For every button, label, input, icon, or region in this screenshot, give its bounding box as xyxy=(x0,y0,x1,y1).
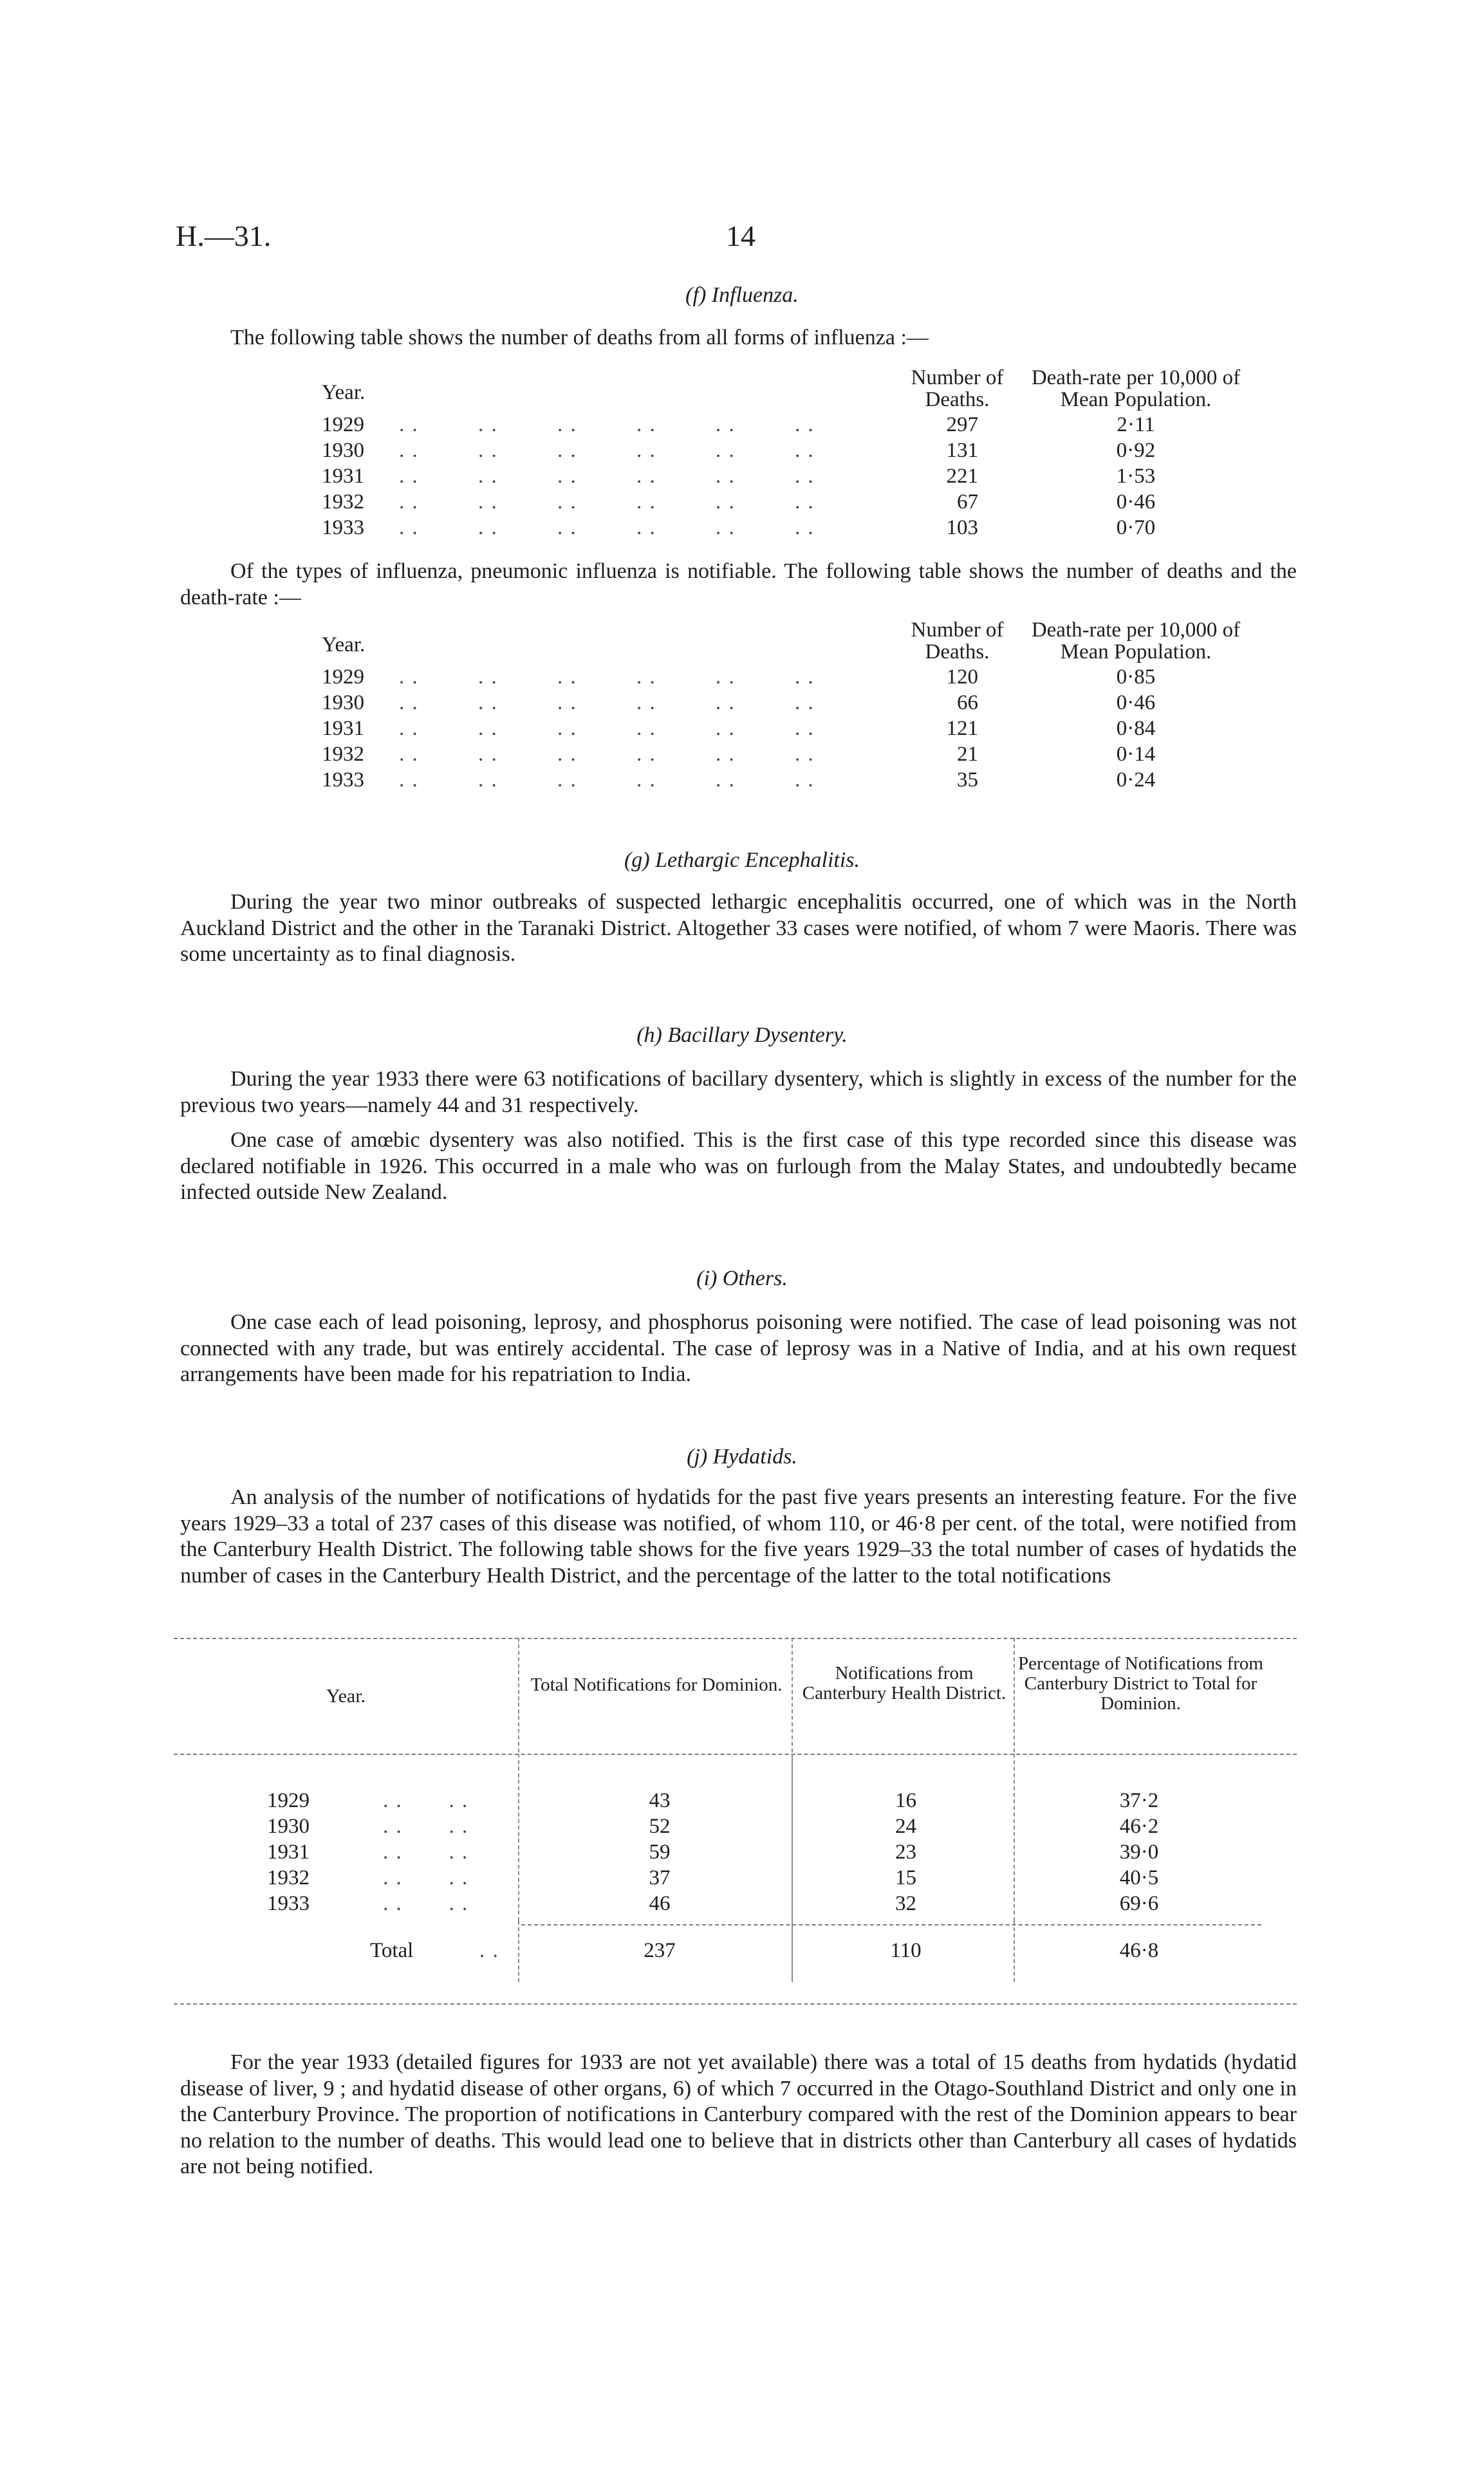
row-canterbury: 32 xyxy=(895,1892,916,1915)
table-row xyxy=(174,1789,1297,1815)
leader-dots: . . . . xyxy=(383,1789,469,1812)
table-row xyxy=(174,1841,1297,1866)
row-year: 1932 xyxy=(267,1866,310,1889)
row-deaths: 66 xyxy=(957,691,978,714)
row-year: 1930 xyxy=(322,439,364,462)
row-percentage: 69·6 xyxy=(1119,1892,1159,1915)
leader-dots: . . . . xyxy=(383,1815,469,1838)
table-header-canterbury: Notifications from Canterbury Health District. xyxy=(802,1663,1006,1703)
page-header xyxy=(176,219,1302,264)
total-dominion: 237 xyxy=(644,1939,676,1962)
row-rate: 2·11 xyxy=(1117,413,1155,436)
row-year: 1932 xyxy=(322,743,364,766)
row-year: 1930 xyxy=(322,691,364,714)
table-rule-header xyxy=(174,1754,1297,1755)
row-total: 37 xyxy=(649,1866,671,1889)
row-deaths: 120 xyxy=(946,665,978,689)
leader-dots: . . . . . . . . . . . . xyxy=(399,743,815,766)
row-year: 1929 xyxy=(267,1789,310,1812)
column-rule xyxy=(1014,1638,1015,1752)
row-year: 1933 xyxy=(322,516,364,539)
row-year: 1929 xyxy=(322,665,364,689)
row-total: 46 xyxy=(649,1892,671,1915)
row-year: 1932 xyxy=(322,490,364,514)
row-total: 43 xyxy=(649,1789,671,1812)
table-row xyxy=(0,490,1484,516)
table-row xyxy=(0,665,1484,691)
row-rate: 0·92 xyxy=(1116,439,1156,462)
document-reference: H.—31. xyxy=(176,219,272,252)
page-number: 14 xyxy=(726,219,756,252)
row-deaths: 67 xyxy=(957,490,978,514)
amoebic-dysentery-text: One case of amœbic dysentery was also notified. This is the first case of this type recorded since this disease was declared notifiable in 1926. This occurred in a male who was on furlough from the Malay States, and undoubtedly became infected outside New Zealand. xyxy=(180,1128,1297,1204)
row-rate: 0·46 xyxy=(1116,490,1156,514)
row-rate: 0·14 xyxy=(1116,743,1156,766)
column-rule xyxy=(792,1638,793,1752)
leader-dots: . . . . . . . . . . . . xyxy=(399,413,815,436)
row-rate: 0·85 xyxy=(1116,665,1156,689)
row-rate: 1·53 xyxy=(1116,465,1156,488)
table-row xyxy=(174,1866,1297,1892)
row-year: 1930 xyxy=(267,1815,310,1838)
influenza-intro: The following table shows the number of deaths from all forms of influenza :— xyxy=(230,326,929,349)
leader-dots: . . . . xyxy=(383,1866,469,1889)
table-total-row xyxy=(174,1939,1297,1965)
pneumonic-influenza-text: Of the types of influenza, pneumonic influenza is notifiable. The following table shows the number of deaths and the death-rate :— xyxy=(180,559,1297,609)
row-rate: 0·70 xyxy=(1116,516,1156,539)
leader-dots: . . . . xyxy=(383,1892,469,1915)
leader-dots: . . . . . . . . . . . . xyxy=(399,465,815,488)
table-row xyxy=(0,691,1484,717)
table-row xyxy=(0,717,1484,743)
table-row xyxy=(174,1815,1297,1841)
table-rule-total xyxy=(521,1924,1261,1925)
row-deaths: 35 xyxy=(957,768,978,792)
leader-dots: . . . . . . . . . . . . xyxy=(399,439,815,462)
others-text: One case each of lead poisoning, leprosy, and phosphorus poisoning were notified. The case of lead poisoning was not connected with any trade, but was entirely accidental. The case of leprosy was in a Native of India, and at his own request arrangements have been made for his repatriation to India. xyxy=(180,1310,1297,1386)
row-year: 1933 xyxy=(267,1892,310,1915)
hydatids-text: An analysis of the number of notifications of hydatids for the past five years presents an interesting feature. For the five years 1929–33 a total of 237 cases of this disease was notified, of whom 110, or 46·8 per cent. of the total, were notified from the Canterbury Health District. The following table shows for the five years 1929–33 the total number of cases of hydatids the number of cases in the Canterbury Health District, and the percentage of the latter to the total notifications xyxy=(180,1485,1297,1588)
row-deaths: 121 xyxy=(946,717,978,740)
row-total: 59 xyxy=(649,1841,671,1864)
row-canterbury: 16 xyxy=(895,1789,916,1812)
row-deaths: 297 xyxy=(946,413,978,436)
leader-dots: . . . . . . . . . . . . xyxy=(399,691,815,714)
row-canterbury: 23 xyxy=(895,1841,916,1864)
leader-dots: . . . . . . . . . . . . xyxy=(399,516,815,539)
table-header-rate: Death-rate per 10,000 of Mean Population. xyxy=(1031,366,1241,411)
others-heading: (i) Others. xyxy=(696,1266,788,1290)
table-header-year: Year. xyxy=(326,1685,366,1707)
table-rule-top xyxy=(174,1638,1297,1639)
bacillary-dysentery-text: During the year 1933 there were 63 notifications of bacillary dysentery, which is slightly in excess of the number for the previous two years—namely 44 and 31 respectively. xyxy=(180,1067,1297,1117)
leader-dots: . . . . . . . . . . . . xyxy=(399,490,815,514)
leader-dots: . . xyxy=(479,1939,499,1962)
leader-dots: . . . . . . . . . . . . xyxy=(399,717,815,740)
row-year: 1931 xyxy=(322,717,364,740)
row-year: 1929 xyxy=(322,413,364,436)
row-year: 1931 xyxy=(267,1841,310,1864)
row-year: 1931 xyxy=(322,465,364,488)
row-canterbury: 24 xyxy=(895,1815,916,1838)
table-header-percentage: Percentage of Notifications from Canterbury District to Total for Dominion. xyxy=(1018,1653,1263,1714)
leader-dots: . . . . . . . . . . . . xyxy=(399,768,815,792)
table-row xyxy=(174,1892,1297,1918)
row-percentage: 46·2 xyxy=(1119,1815,1159,1838)
table-row xyxy=(0,743,1484,768)
table-row xyxy=(0,465,1484,490)
table-header-year: Year. xyxy=(322,381,366,404)
leader-dots: . . . . xyxy=(383,1841,469,1864)
row-percentage: 39·0 xyxy=(1119,1841,1159,1864)
table-header-deaths: Number of Deaths. xyxy=(911,366,1004,411)
table-header-total: Total Notifications for Dominion. xyxy=(530,1675,783,1695)
lethargic-encephalitis-text: During the year two minor outbreaks of suspected lethargic encephalitis occurred, one of which was in the North Auckland District and the other in the Taranaki District. Altogether 33 cases were notified, of whom 7 were Maoris. There was some uncertainty as to final diagnosis. xyxy=(180,890,1297,966)
row-deaths: 221 xyxy=(946,465,978,488)
row-canterbury: 15 xyxy=(895,1866,916,1889)
table-header-year: Year. xyxy=(322,633,366,656)
table-row xyxy=(0,768,1484,794)
row-total: 52 xyxy=(649,1815,671,1838)
table-header-deaths: Number of Deaths. xyxy=(911,618,1004,663)
hydatids-table xyxy=(174,1638,1297,2005)
total-canterbury: 110 xyxy=(890,1939,922,1962)
influenza-heading: (f) Influenza. xyxy=(685,283,799,307)
lethargic-encephalitis-heading: (g) Lethargic Encephalitis. xyxy=(624,848,860,872)
hydatids-heading: (j) Hydatids. xyxy=(687,1445,797,1469)
column-rule xyxy=(518,1638,519,1752)
table-header-rate: Death-rate per 10,000 of Mean Population. xyxy=(1031,618,1241,663)
row-year: 1933 xyxy=(322,768,364,792)
row-rate: 0·84 xyxy=(1116,717,1156,740)
row-deaths: 103 xyxy=(946,516,978,539)
row-percentage: 40·5 xyxy=(1119,1866,1159,1889)
row-rate: 0·46 xyxy=(1116,691,1156,714)
total-label: Total xyxy=(370,1939,414,1962)
row-rate: 0·24 xyxy=(1116,768,1156,792)
hydatids-closing-text: For the year 1933 (detailed figures for 1933 are not yet available) there was a total of 15 deaths from hydatids (hydatid disease of liver, 9 ; and hydatid disease of other organs, 6) of which 7 occurred in the Otago-Southland District and only one in the Canterbury Province. The proportion of notifications in Canterbury compared with the rest of the Dominion appears to bear no relation to the number of deaths. This would lead one to believe that in districts other than Canterbury all cases of hydatids are not being notified. xyxy=(180,2050,1297,2178)
row-deaths: 131 xyxy=(946,439,978,462)
total-percentage: 46·8 xyxy=(1119,1939,1159,1962)
table-rule-bottom xyxy=(174,2003,1297,2005)
leader-dots: . . . . . . . . . . . . xyxy=(399,665,815,689)
table-row xyxy=(0,413,1484,439)
bacillary-dysentery-heading: (h) Bacillary Dysentery. xyxy=(636,1023,848,1047)
table-row xyxy=(0,439,1484,465)
row-deaths: 21 xyxy=(957,743,978,766)
table-row xyxy=(0,516,1484,542)
row-percentage: 37·2 xyxy=(1119,1789,1159,1812)
